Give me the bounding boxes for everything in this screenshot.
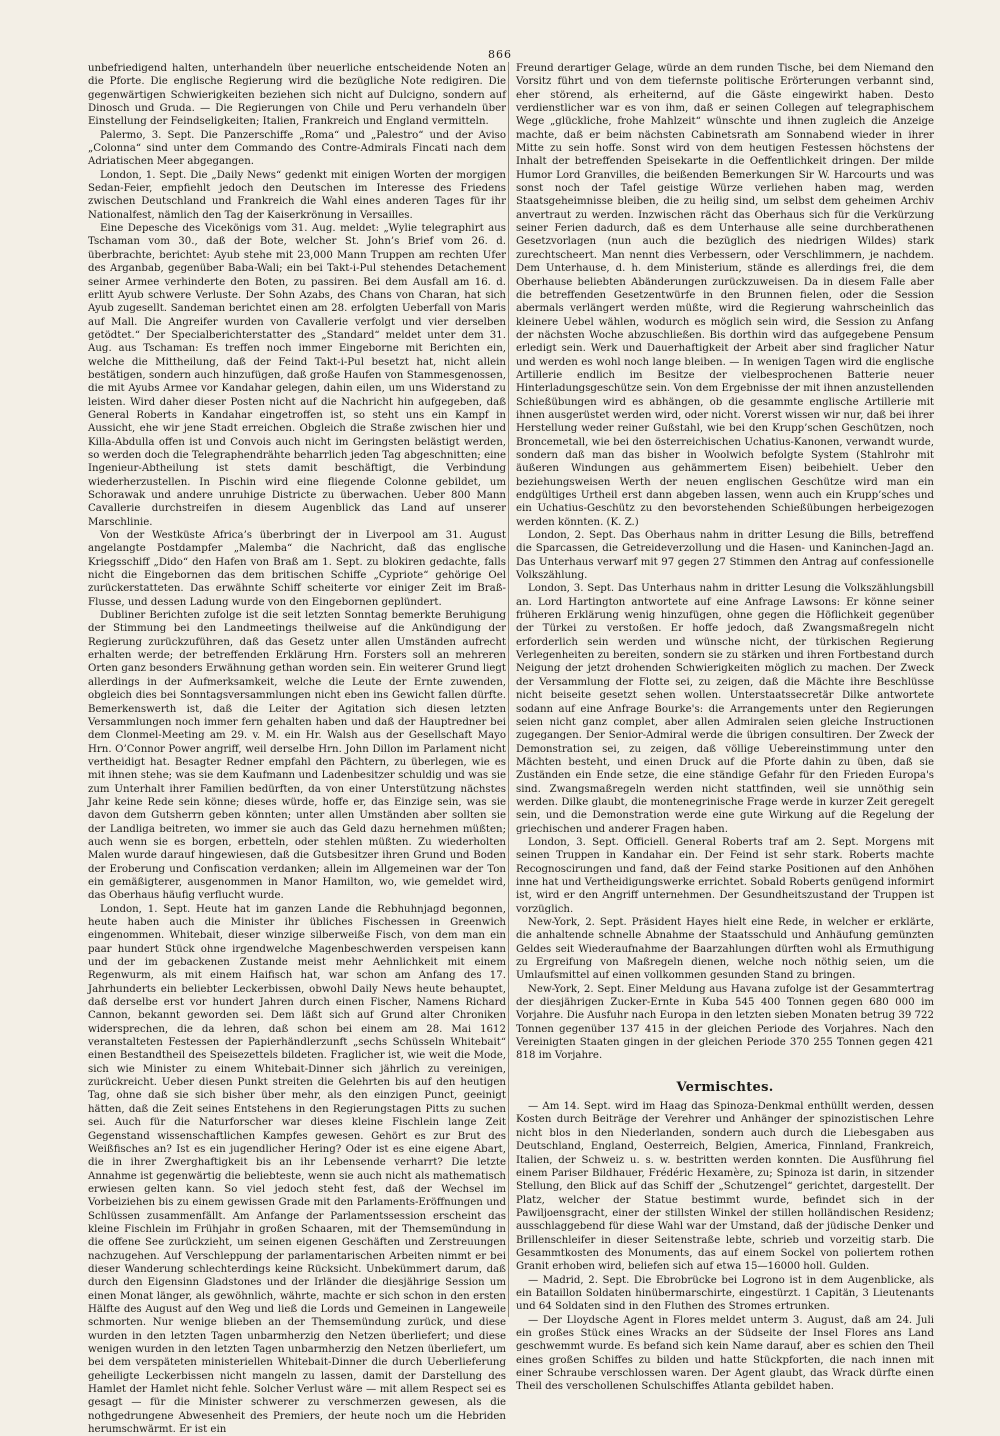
page-number: 866 — [488, 48, 512, 61]
column-divider — [508, 62, 509, 1317]
article-paragraph: London, 2. Sept. Das Oberhaus nahm in dritter Lesung die Bills, betreffend die Sparcassen, die Getreideverzollung und die Hasen- und Kaninchen-Jagd an. Das Unterhaus verwarf mit 97 gegen 27 Stimmen den Antrag auf confessionelle Volkszählung. — [516, 530, 934, 582]
article-paragraph: London, 3. Sept. Das Unterhaus nahm in dritter Lesung die Volkszählungsbill an. Lord Hartington antwortete auf eine Anfrage Lawsons: Er könne seiner früheren Erklärung wenig hinzufügen, ohne gegen die Höflichkeit gegenüber der Türkei zu verstoßen. Er hoffe jedoch, daß Zwangsmaßregeln nicht erforderlich sein werden und wünsche nicht, der türkischen Regierung Verlegenheiten zu bereiten, sondern sie zu stärken und ihren Fortbestand durch Neigung der jetzt drohenden Schwierigkeiten möglich zu machen. Der Zweck der Versammlung der Flotte sei, zu zeigen, daß die Mächte ihre Beschlüsse nicht beiseite gesetzt sehen wollen. Unterstaatssecretär Dilke antwortete sodann auf eine Anfrage Bourke's: die Arrangements unter den Regierungen seien nicht ganz complet, aber allen Admiralen seien gleiche Instructionen zugegangen. Der Senior-Admiral werde die übrigen consultiren. Der Zweck der Demonstration sei, zu zeigen, daß völlige Uebereinstimmung unter den Mächten besteht, und einen Druck auf die Pforte dahin zu üben, daß sie Zuständen ein Ende setze, die eine ständige Gefahr für den Frieden Europa's sind. Zwangsmaßregeln werden nicht stattfinden, weil sie unnöthig sein werden. Dilke glaubt, die montenegrinische Frage werde in kurzer Zeit geregelt sein, und die Demonstration werde eine gute Wirkung auf die Regelung der griechischen und anderer Fragen haben. — [516, 583, 934, 835]
article-paragraph: London, 1. Sept. Die „Daily News“ gedenkt mit einigen Worten der morgigen Sedan-Feier, empfiehlt jedoch den Deutschen im Interesse des Friedens zwischen Deutschland und Frankreich die Wahl eines anderen Tages für ihr Nationalfest, nämlich den Tag der Kaiserkrönung in Versailles. — [88, 169, 506, 221]
misc-paragraph: — Der Lloydsche Agent in Flores meldet unterm 3. August, daß am 24. Juli ein großes Stück eines Wracks an der Südseite der Insel Flores ans Land geschwemmt wurde. Es befand sich kein Name darauf, aber es schien den Theil eines großen Schiffes zu bilden und hatte Stückpforten, die nach innen mit einer Schraube verschlossen waren. Der Agent glaubt, das Wrack dürfte einen Theil des verschollenen Schulschiffes Atlanta gebildet haben. — [516, 1314, 934, 1393]
article-paragraph: Freund derartiger Gelage, würde an dem runden Tische, bei dem Niemand den Vorsitz führt und von dem tiefernste politische Erörterungen verbannt sind, eher störend, als erheiternd, auf die Gäste eingewirkt haben. Desto verdienstlicher war es von ihm, daß er seinen Collegen auf telegraphischem Wege „glückliche, frohe Mahlzeit“ wünschte und ihnen zugleich die Anzeige machte, daß er beim nächsten Cabinetsrath am Sonnabend wieder in ihrer Mitte zu sein hoffe. Sonst wird von dem heutigen Festessen höchstens der Inhalt der betreffenden Speisekarte in die Oeffentlichkeit dringen. Der milde Humor Lord Granvilles, die beißenden Bemerkungen Sir W. Harcourts und was sonst noch der Tafel geistige Würze verliehen haben mag, werden Staatsgeheimnisse bleiben, die zu heilig sind, um selbst dem geheimen Archiv anvertraut zu werden. Inzwischen rächt das Oberhaus sich für die Verkürzung seiner Ferien dadurch, daß es dem Unterhause alle seine durchberathenen Gesetzvorlagen (nun auch die bezüglich des niedrigen Wildes) stark zurechtscheert. Man nennt dies Verbessern, oder Verschlimmern, je nachdem. Dem Unterhause, d. h. dem Ministerium, stände es allerdings frei, die dem Oberhause beliebten Abänderungen zurückzuweisen. Da in diesem Falle aber die betreffenden Gesetzentwürfe in den Brunnen fielen, oder die Session abermals verlängert werden müßte, wird die Regierung wahrscheinlich das kleinere Uebel wählen, wodurch es möglich sein wird, die Session zu Anfang der nächsten Woche abzuschließen. Bis dorthin wird das aufgegebene Pensum erledigt sein. Werk und Dauerhaftigkeit der Arbeit aber sind fraglicher Natur und werden es wohl noch lange bleiben. — In wenigen Tagen wird die englische Artillerie endlich im Besitze der vielbesprochenen Batterie neuer Hinterladungsgeschütze sein. Von dem Ergebnisse der mit ihnen anzustellenden Schießübungen wird es abhängen, ob die gesammte englische Artillerie mit ihnen ausgerüstet werden wird, oder nicht. Vorerst wissen wir nur, daß bei ihrer Herstellung weder reiner Gußstahl, wie bei den Krupp’schen Geschützen, noch Broncemetall, wie bei den österreichischen Uchatius-Kanonen, verwandt wurde, sondern daß man das bisher in Woolwich befolgte System (Stahlrohr mit äußeren Windungen aus gehämmertem Eisen) beibehielt. Ueber den beziehungsweisen Werth der neuen englischen Geschütze wird man ein endgültiges Urtheil erst dann abgeben lassen, wenn auch ein Krupp’sches und ein Uchatius-Geschütz zu den bevorstehenden Schießübungen herbeigezogen werden könnten. (K. Z.) — [516, 63, 934, 528]
misc-paragraph: — Am 14. Sept. wird im Haag das Spinoza-Denkmal enthüllt werden, dessen Kosten durch Beiträge der Verehrer und Anhänger der spinozistischen Lehre nicht blos in den Niederlanden, sondern auch durch die Liebesgaben aus Deutschland, England, Oesterreich, Belgien, America, Finnland, Frankreich, Italien, der Schweiz u. s. w. bestritten werden konnten. Die Ausführung fiel einem Pariser Bildhauer, Frédéric Hexamère, zu; Spinoza ist darin, in sitzender Stellung, den Blick auf das Schiff der „Schutzengel“ gerichtet, dargestellt. Der Platz, welcher der Statue bestimmt wurde, befindet sich in der Pawiljoensgracht, einer der stillsten Winkel der stillen holländischen Residenz; ausschlaggebend für diese Wahl war der Umstand, daß der jüdische Denker und Brillenschleifer in dieser Seitenstraße lebte, schrieb und vorzeitig starb. Die Gesammtkosten des Monuments, das auf einem Sockel von poliertem rothen Granit erhoben wird, beliefen sich auf etwa 15—16000 holl. Gulden. — [516, 1101, 934, 1273]
article-paragraph: New-York, 2. Sept. Einer Meldung aus Havana zufolge ist der Gesammtertrag der diesjährigen Zucker-Ernte in Kuba 545 400 Tonnen gegen 680 000 im Vorjahre. Die Ausfuhr nach Europa in den letzten sieben Monaten betrug 39 722 Tonnen gegenüber 137 415 in der gleichen Periode des Vorjahres. Nach den Vereinigten Staaten gingen in der gleichen Periode 370 255 Tonnen gegen 421 818 im Vorjahre. — [516, 983, 934, 1062]
article-paragraph: Dubliner Berichten zufolge ist die seit letzten Sonntag bemerkte Beruhigung der Stimmung bei den Landmeetings theilweise auf die Ankündigung der Regierung zurückzuführen, daß das Gesetz unter allen Umständen aufrecht erhalten werde; der betreffenden Erklärung Hrn. Forsters soll an mehreren Orten ganz besonders Erwähnung gethan worden sein. Ein weiterer Grund liegt allerdings in der Aufmerksamkeit, welche die Leute der Ernte zuwenden, obgleich dies bei Sonntagsversammlungen nicht eben ins Gewicht fallen dürfte. Bemerkenswerth ist, daß die Leiter der Agitation sich diesen letzten Versammlungen noch immer fern gehalten haben und daß der Hauptredner bei dem Clonmel-Meeting am 29. v. M. ein Hr. Walsh aus der Gesellschaft Mayo Hrn. O’Connor Power angriff, weil derselbe Hrn. John Dillon im Parlament nicht vertheidigt hat. Besagter Redner empfahl den Pächtern, zu überlegen, wie es mit ihnen stehe; was sie dem Kaufmann und Ladenbesitzer schuldig und was sie zum Unterhalt ihrer Familien bedürften, da von einer Unterstützung nächstes Jahr keine Rede sein könne; dieses würde, hoffe er, das Einzige sein, was sie davon dem Gutsherrn geben könnten; unter allen Umständen aber sollten sie der Landliga beitreten, wo immer sie auch das Geld dazu hernehmen müßten; auch wenn sie es borgen, erbetteln, oder stehlen müßten. Zu wiederholten Malen wurde darauf hingewiesen, daß die Gutsbesitzer ihren Grund und Boden der Eroberung und Confiscation verdanken; allein im Allgemeinen war der Ton ein gemäßigterer, ausgenommen in Manor Hamilton, wo, wie gemeldet wird, das Oberhaus häufig verflucht wurde. — [88, 610, 506, 902]
article-paragraph: unbefriedigend halten, unterhandeln über neuerliche entscheidende Noten an die Pforte. Die englische Regierung wird die bezügliche Note redigiren. Die gegenwärtigen Schwierigkeiten beziehen sich nicht auf Dulcigno, sondern auf Dinosch und Gruda. — Die Regierungen von Chile und Peru verhandeln über Einstellung der Feindseligkeiten; Italien, Frankreich und England vermitteln. — [88, 63, 506, 128]
article-paragraph: London, 1. Sept. Heute hat im ganzen Lande die Rebhuhnjagd begonnen, heute haben auch die Minister ihr übliches Fischessen in Greenwich eingenommen. Whitebait, dieser winzige silberweiße Fisch, von dem man ein paar hundert Stück ohne irgendwelche Magenbeschwerden verspeisen kann und der im gebackenen Zustande meist mehr Aehnlichkeit mit einem Regenwurm, als mit einem Haifisch hat, war schon am Anfang des 17. Jahrhunderts ein beliebter Leckerbissen, obwohl Daily News heute behauptet, daß derselbe erst vor hundert Jahren durch einen Fischer, Namens Richard Cannon, bekannt geworden sei. Dem läßt sich auf Grund alter Chroniken widersprechen, die da lehren, daß schon bei einem am 28. Mai 1612 veranstalteten Festessen der Papierhändlerzunft „sechs Schüsseln Whitebait“ einen Bestandtheil des Speisezettels bildeten. Fraglicher ist, wie weit die Mode, sich wie Minister zu einem Whitebait-Dinner sich jährlich zu vereinigen, zurückreicht. Ueber diesen Punkt streiten die Gelehrten bis auf den heutigen Tag, ohne daß sie sich bisher über mehr, als den einzigen Punct, geeinigt hätten, daß die Zeit seines Entstehens in den Regierungstagen Pitts zu suchen sei. Auch für die Naturforscher war dieses kleine Fischlein lange Zeit Gegenstand wissenschaftlichen Kampfes gewesen. Gehört es zur Brut des Weißfisches an? Ist es ein jugendlicher Hering? Oder ist es eine eigene Abart, die in ihrer Zwerghaftigkeit bis an ihr Lebensende verharrt? Die letzte Annahme ist gegenwärtig die beliebteste, wenn sie auch nicht als mathematisch erwiesen gelten kann. So viel jedoch steht fest, daß der Wechsel im Vorbeiziehen bis zu einem gewissen Grade mit den Parlaments-Eröffnungen und Schlüssen zusammenfällt. Am Anfange der Parlamentssession erscheint das kleine Fischlein im Frühjahr in großen Schaaren, mit der Themsemündung in die offene See zurückzieht, um seinen eigenen Geschäften und Zerstreuungen nachzugehen. Auf Verschleppung der parlamentarischen Arbeiten nimmt er bei dieser Wanderung schlechterdings keine Rücksicht. Unbekümmert darum, daß durch den Eigensinn Gladstones und der Irländer die diesjährige Session um einen Monat länger, als gewöhnlich, währte, machte er sich schon in den ersten Hälfte des August auf den Weg und ließ die Lords und Gemeinen in Langeweile schmorten. Nur wenige blieben an der Themsemündung zurück, und diese wurden in den letzten Tagen unbarmherzig den Netzen überliefert; und diese wenigen wurden in den letzten Tagen unbarmherzig den Netzen überliefert, um bei dem verspäteten ministeriellen Whitebait-Dinner die durch Ueberlieferung geheiligte Leckerbissen nicht mangeln zu lassen, damit der Darstellung des Hamlet der Hamlet nicht fehle. Solcher Verlust wäre — mit allem Respect sei es gesagt — für die Minister schwerer zu verschmerzen gewesen, als die nothgedrungene Abwesenheit des Premiers, der heute noch um die Hebriden herumschwärmt. Er ist ein — [88, 903, 506, 1436]
right-column — [516, 62, 934, 1394]
article-paragraph: London, 3. Sept. Officiell. General Roberts traf am 2. Sept. Morgens mit seinen Truppen in Kandahar ein. Der Feind ist sehr stark. Roberts machte Recognoscirungen und fand, daß der Feind starke Positionen auf den Anhöhen inne hat und Vertheidigungswerke errichtet. Sobald Roberts genügend informirt ist, wird er den Angriff unternehmen. Der Gesundheitszustand der Truppen ist vorzüglich. — [516, 836, 934, 915]
article-paragraph: Eine Depesche des Vicekönigs vom 31. Aug. meldet: „Wylie telegraphirt aus Tschaman vom 30., daß der Bote, welcher St. John’s Brief vom 26. d. überbrachte, berichtet: Ayub stehe mit 23,000 Mann Truppen am rechten Ufer des Arganbab, gegenüber Baba-Wali; ein bei Takt-i-Pul stehendes Detachement seiner Armee verhinderte den Boten, zu passiren. Bei dem Ausfall am 16. d. erlitt Ayub schwere Verluste. Der Sohn Azabs, des Chans von Charan, hat sich Ayub zugesellt. Sandeman berichtet einen am 28. erfolgten Ueberfall von Maris auf Mall. Die Angreifer wurden von Cavallerie verfolgt und vier derselben getödtet.“ Der Specialberichterstatter des „Standard“ meldet unter dem 31. Aug. aus Tschaman: Es treffen noch immer Eingeborne mit Berichten ein, welche die Mittheilung, daß der Feind Takt-i-Pul besetzt hat, nicht allein bestätigen, sondern auch hinzufügen, daß große Haufen von Stammesgenossen, die mit Ayubs Armee vor Kandahar gelegen, dahin eilen, um uns Widerstand zu leisten. Wird daher dieser Posten nicht auf die Nachricht hin aufgegeben, daß General Roberts in Kandahar eingetroffen ist, so steht uns ein Kampf in Aussicht, ehe wir jene Stadt erreichen. Obgleich die Straße zwischen hier und Killa-Abdulla offen ist und Convois auch nicht im Geringsten belästigt werden, so werden doch die Telegraphendrähte beharrlich jeden Tag abgeschnitten; eine Ingenieur-Abtheilung ist stets damit beschäftigt, die Verbindung wiederherzustellen. In Pischin wird eine fliegende Colonne gebildet, um Schorawak und andere unruhige Districte zu überwachen. Ueber 800 Mann Cavallerie durchstreifen in diesem Augenblick das Land auf unserer Marschlinie. — [88, 223, 506, 528]
article-paragraph: Von der Westküste Africa’s überbringt der in Liverpool am 31. August angelangte Postdampfer „Malemba“ die Nachricht, daß das englische Kriegsschiff „Dido“ den Hafen von Braß am 1. Sept. zu blokiren gedachte, falls nicht die Eingebornen das dem britischen Schiffe „Cypriote“ gehörige Oel zurückerstatteten. Das erwähnte Schiff scheiterte vor einiger Zeit im Braß-Flusse, und dessen Ladung wurde von den Eingebornen geplündert. — [88, 530, 506, 608]
section-title: Vermischtes. — [676, 1079, 774, 1095]
left-column — [88, 62, 506, 1436]
article-paragraph: Palermo, 3. Sept. Die Panzerschiffe „Roma“ und „Palestro“ und der Aviso „Colonna“ sind unter dem Commando des Contre-Admirals Fincati nach dem Adriatischen Meer abgegangen. — [88, 129, 506, 168]
article-paragraph: New-York, 2. Sept. Präsident Hayes hielt eine Rede, in welcher er erklärte, die anhaltende schnelle Abnahme der Staatsschuld und Anhäufung gemünzten Geldes seit Wiederaufnahme der Baarzahlungen dürften wohl als Ermuthigung zu Ergreifung von Maßregeln dienen, welche noch nöthig seien, um die Umlaufsmittel auf einen vollkommen gesunden Stand zu bringen. — [516, 917, 934, 982]
misc-paragraph: — Madrid, 2. Sept. Die Ebrobrücke bei Logrono ist in dem Augenblicke, als ein Bataillon Soldaten hinübermarschirte, eingestürzt. 1 Capitän, 3 Lieutenants und 64 Soldaten sind in den Fluthen des Stromes ertrunken. — [516, 1274, 934, 1313]
